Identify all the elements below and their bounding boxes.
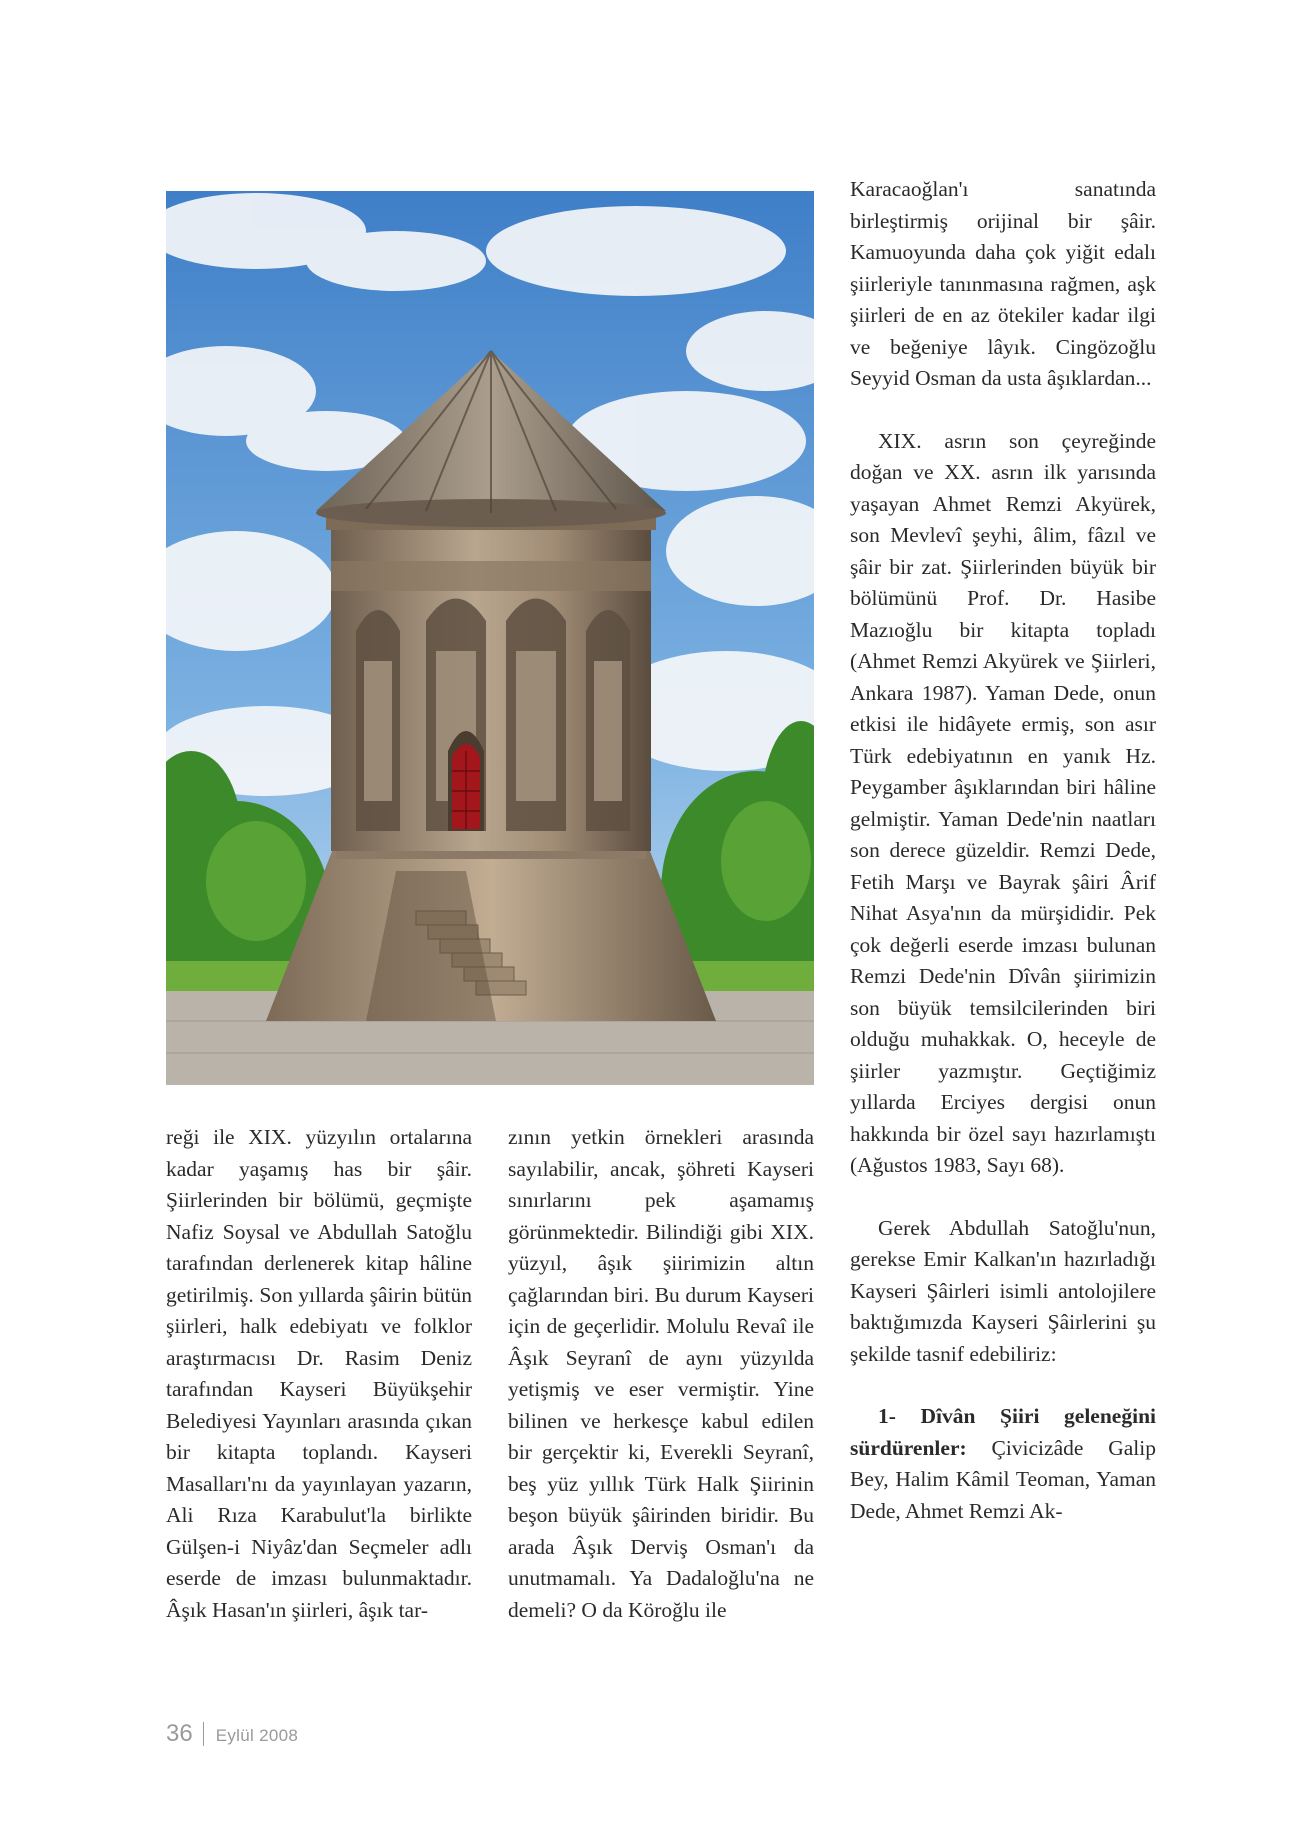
paragraph: Gerek Abdullah Satoğlu'nun, gerekse Emir Kalkan'ın hazırladığı Kayseri Şâirleri isimli antolojilere baktığımızda Kayseri Şâirlerini şu şekilde tasnif edebiliriz: xyxy=(850,1215,1156,1366)
section-heading: 1- Dîvân Şiiri geleneğini sürdürenler: xyxy=(850,1404,1156,1460)
paragraph: XIX. asrın son çeyreğinde doğan ve XX. asrın ilk yarısında yaşayan Ahmet Remzi Akyürek, son Mevlevî şeyhi, âlim, fâzıl ve şâir bir zat. Şiirlerinden büyük bir bölümünü Prof. Dr. Hasibe Mazıoğlu bir kitapta topladı (Ahmet Remzi Akyürek ve Şiirleri, Ankara 1987). Yaman Dede, onun etkisi ile hidâyete ermiş, son asır Türk edebiyatının en yanık Hz. Peygamber âşıklarından biri hâline gelmiştir. Yaman Dede'nin naatları son derece güzeldir. Remzi Dede, Fetih Marşı ve Bayrak şâiri Ârif Nihat Asya'nın da mürşididir. Pek çok değerli eserde imzası bulunan Remzi Dede'nin Dîvân şiirimizin son büyük temsilcilerinden biri olduğu muhakkak. O, heceyle de şiirler yazmıştır. Geçtiğimiz yıllarda Erciyes dergisi onun hakkında bir özel sayı hazırlamıştı (Ağustos 1983, Sayı 68). xyxy=(850,428,1156,1177)
text-column-right xyxy=(850,174,1156,1527)
kumbet-photo xyxy=(166,191,814,1085)
text-column-left xyxy=(166,1122,472,1626)
page-footer xyxy=(166,1720,298,1748)
text-column-middle xyxy=(508,1122,814,1626)
footer-divider xyxy=(203,1722,204,1746)
issue-date: Eylül 2008 xyxy=(215,1726,299,1745)
paragraph: reği ile XIX. yüzyılın ortalarına kadar yaşamış has bir şâir. Şiirlerinden bir bölümü, geçmişte Nafiz Soysal ve Abdullah Satoğlu tarafından derlenerek kitap hâline getirilmiş. Son yıllarda şâirin bütün şiirleri, halk edebiyatı ve folklor araştırmacısı Dr. Rasim Deniz tarafından Kayseri Büyükşehir Belediyesi Yayınları arasında çıkan bir kitapta toplandı. Kayseri Masalları'nı da yayınlayan yazarın, Ali Rıza Karabulut'la birlikte Gülşen-i Niyâz'dan Seçmeler adlı eserde de imzası bulunmaktadır. Âşık Hasan'ın şiirleri, âşık tar- xyxy=(166,1125,472,1622)
paragraph: Karacaoğlan'ı sanatında birleştirmiş orijinal bir şâir. Kamuoyunda daha çok yiğit edalı şiirleriyle tanınmasına rağmen, aşk şiirleri de en az ötekiler kadar ilgi ve beğeniye lâyık. Cingözoğlu Seyyid Osman da usta âşıklardan... xyxy=(850,177,1156,390)
section-paragraph xyxy=(850,1401,1156,1527)
tomb-illustration xyxy=(166,191,814,1085)
paragraph: zının yetkin örnekleri arasında sayılabilir, ancak, şöhreti Kayseri sınırlarını pek aşamamış görünmektedir. Bilindiği gibi XIX. yüzyıl, âşık şiirimizin altın çağlarından biri. Bu durum Kayseri için de geçerlidir. Molulu Revaî ile Âşık Seyranî de aynı yüzyılda yetişmiş ve eser vermiştir. Yine bilinen ve herkesçe kabul edilen bir gerçektir ki, Everekli Seyranî, beş yüz yıllık Türk Halk Şiirinin beşon büyük şâirinden biridir. Bu arada Âşık Derviş Osman'ı da unutmamalı. Ya Dadaloğlu'na ne demeli? O da Köroğlu ile xyxy=(508,1125,814,1622)
page-number: 36 xyxy=(166,1720,193,1747)
section-text: Çivicizâde Galip Bey, Halim Kâmil Teoman, Yaman Dede, Ahmet Remzi Ak- xyxy=(850,1435,1156,1523)
